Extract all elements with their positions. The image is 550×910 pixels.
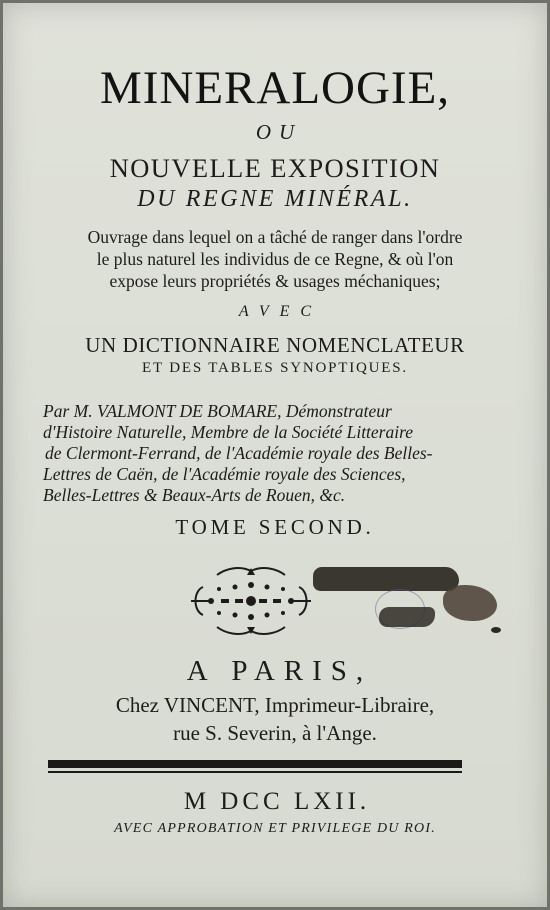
main-title: MINERALOGIE,	[99, 62, 451, 114]
ink-blot	[313, 567, 459, 591]
author-line: Par M. VALMONT DE BOMARE, Démonstrateur	[43, 401, 392, 421]
subtitle-line-1: NOUVELLE EXPOSITION	[109, 153, 441, 183]
imprint-publisher: Chez VINCENT, Imprimeur-Libraire,	[115, 693, 435, 717]
thick-rule	[48, 760, 462, 768]
author-line: de Clermont-Ferrand, de l'Académie royale des Belles-	[45, 443, 433, 463]
author-line: d'Histoire Naturelle, Membre de la Société Litteraire	[43, 422, 414, 442]
description-line: Ouvrage dans lequel on a tâché de ranger dans l'ordre	[87, 227, 463, 247]
dictionary-line-1: UN DICTIONNAIRE NOMENCLATEUR	[85, 333, 465, 357]
ou-line: OU	[255, 120, 303, 144]
dictionary-line-2: ET DES TABLES SYNOPTIQUES.	[142, 360, 408, 376]
description-line: le plus naturel les individus de ce Regne, & où l'on	[96, 249, 454, 269]
author-line: Lettres de Caën, de l'Académie royale des Sciences,	[43, 464, 406, 484]
imprint-city: A PARIS,	[186, 655, 373, 687]
author-line: Belles-Lettres & Beaux-Arts de Rouen, &c.	[43, 485, 346, 505]
subtitle-line-2: DU REGNE MINÉRAL.	[137, 186, 413, 212]
ink-blot	[443, 585, 497, 621]
approbation-line: AVEC APPROBATION ET PRIVILEGE DU ROI.	[114, 821, 436, 836]
floral-ornament-icon	[189, 565, 313, 637]
volume-line: TOME SECOND.	[175, 515, 375, 539]
description-line: expose leurs propriétés & usages méchaniques;	[109, 271, 441, 291]
imprint-address: rue S. Severin, à l'Ange.	[173, 721, 377, 745]
publication-date: M DCC LXII.	[183, 788, 371, 815]
title-page	[3, 3, 547, 907]
ink-blot	[379, 607, 435, 627]
ink-blot	[491, 627, 501, 633]
thin-rule	[48, 771, 462, 773]
avec-line: AVEC	[238, 303, 323, 320]
